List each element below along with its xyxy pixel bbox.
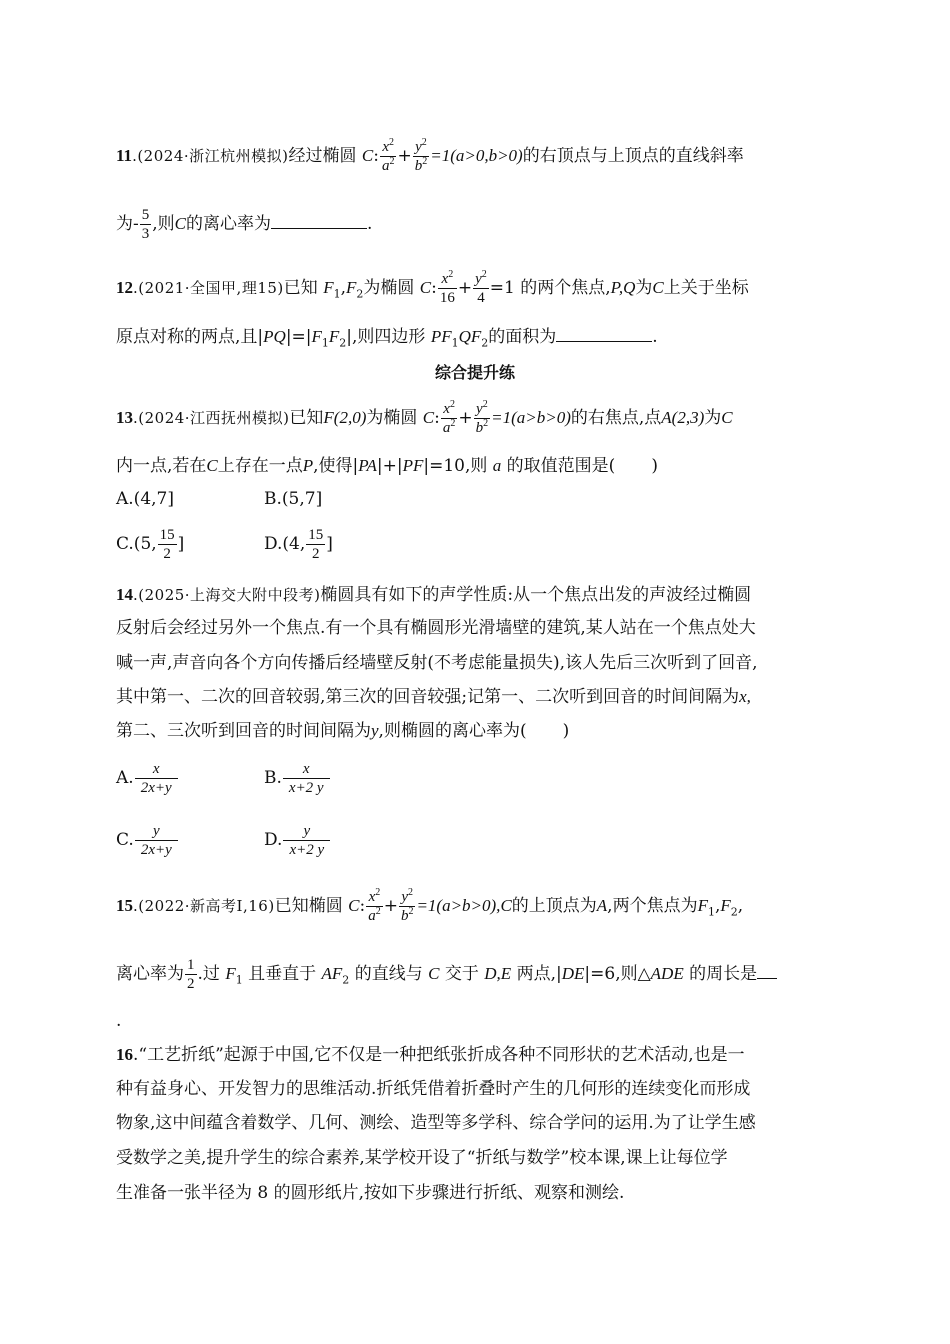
q11-number: 11 <box>116 146 133 165</box>
q14-number: 14 <box>116 585 133 604</box>
q16-line1: 16.“工艺折纸”起源于中国,它不仅是一种把纸张折成各种不同形状的艺术活动,也是一 <box>116 1045 745 1065</box>
q14-line2: 反射后会经过另外一个焦点.有一个具有椭圆形光滑墙壁的建筑,某人站在一个焦点处大 <box>116 618 756 638</box>
q14-line5: 第二、三次听到回音的时间间隔为y,则椭圆的离心率为( ) <box>116 721 570 741</box>
q13-option-a: A.(4,7] <box>116 489 174 509</box>
fraction: $\frac{x^2}{a^2}$ <box>381 137 395 174</box>
q14-line4: 其中第一、二次的回音较弱,第三次的回音较强;记第一、二次听到回音的时间间隔为x, <box>116 687 751 707</box>
q11-line2: 为- $\frac{5}{3}$ ,则C的离心率为 . <box>116 207 373 242</box>
fraction: $\frac{y^2}{4}$ <box>475 269 487 306</box>
q13-number: 13 <box>116 408 133 427</box>
answer-blank <box>556 325 652 342</box>
section-heading: 综合提升练 <box>434 363 515 382</box>
q15-line2: 离心率为 $\frac{1}{2}$ .过 $F_1$ 且垂直于 $AF_2$ 的直线与 C 交于 D,E 两点,|DE|=6,则△ADE 的周长是 <box>116 956 777 982</box>
fraction: $\frac{x^2}{a^2}$ <box>442 399 456 436</box>
q12-number: 12 <box>116 278 133 297</box>
q13-option-c: C.(5, $\frac{15}{2}$ ] <box>116 527 185 562</box>
q16-line3: 物象,这中间蕴含着数学、几何、测绘、造型等多学科、综合学问的运用.为了让学生感 <box>116 1113 756 1133</box>
q14-option-c: C. $\frac{y}{2x+y}$ <box>116 822 179 848</box>
q16-line2: 种有益身心、开发智力的思维活动.折纸凭借着折叠时产生的几何形的连续变化而形成 <box>116 1079 751 1099</box>
answer-blank <box>271 212 367 229</box>
fraction: $\frac{x^2}{a^2}$ <box>368 887 381 924</box>
q15-line3: . <box>116 1011 122 1031</box>
fraction: $\frac{y^2}{b^2}$ <box>400 887 414 924</box>
fraction: $\frac{y^2}{b^2}$ <box>475 399 489 436</box>
q14-option-b: B. $\frac{x}{x+2 y}$ <box>264 760 331 786</box>
fraction: $\frac{y^2}{b^2}$ <box>414 137 428 174</box>
q16-number: 16 <box>116 1045 133 1064</box>
q13-option-b: B.(5,7] <box>264 489 323 509</box>
q14-line3: 喊一声,声音向各个方向传播后经墙壁反射(不考虑能量损失),该人先后三次听到了回音, <box>116 653 758 673</box>
q15-number: 15 <box>116 896 133 915</box>
q11-source: .(2024·浙江杭州模拟) <box>132 147 289 165</box>
q15-source: .(2022·新高考Ⅰ,16) <box>133 897 275 915</box>
q13-line2: 内一点,若在C上存在一点P,使得|PA|+|PF|=10,则 a 的取值范围是( ) <box>116 456 658 476</box>
q16-line4: 受数学之美,提升学生的综合素养,某学校开设了“折纸与数学”校本课,课上让每位学 <box>116 1148 728 1168</box>
q13-source: .(2024·江西抚州模拟) <box>133 409 290 427</box>
q12-line1: 12.(2021·全国甲,理15)已知 $F_1,F_2$为椭圆 C: $\frac{x^2}{16}$ + $\frac{y^2}{4}$ =1 的两个焦点,P,Q为C上关于坐标 <box>116 269 749 306</box>
q16-line5: 生准备一张半径为 8 的圆形纸片,按如下步骤进行折纸、观察和测绘. <box>116 1183 625 1203</box>
q13-option-d: D.(4, $\frac{15}{2}$ ] <box>264 527 333 562</box>
fraction: $\frac{5}{3}$ <box>141 207 150 242</box>
q11-line1: 11.(2024·浙江杭州模拟)经过椭圆 C: $\frac{x^2}{a^2}$ + $\frac{y^2}{b^2}$ =1(a>0,b>0)的右顶点与上顶点的直线斜率 <box>116 137 744 174</box>
answer-blank <box>757 962 777 979</box>
q14-option-a: A. $\frac{x}{2x+y}$ <box>116 760 179 786</box>
q12-line2: 原点对称的两点,且$|PQ|=|F_1F_2|$,则四边形 $PF_1QF_2$的面积为 . <box>116 327 658 350</box>
q12-source: .(2021·全国甲,理15) <box>133 279 284 297</box>
q14-source: .(2025·上海交大附中段考) <box>133 586 321 604</box>
q14-line1: 14.(2025·上海交大附中段考)椭圆具有如下的声学性质:从一个焦点出发的声波经过椭圆 <box>116 585 752 605</box>
q13-line1: 13.(2024·江西抚州模拟)已知F(2,0)为椭圆 C: $\frac{x^2}{a^2}$ + $\frac{y^2}{b^2}$ =1(a>b>0)的右焦点,点A(2,3)为C <box>116 399 733 436</box>
fraction: $\frac{x^2}{16}$ <box>439 269 455 306</box>
q15-line1: 15.(2022·新高考Ⅰ,16)已知椭圆 C: $\frac{x^2}{a^2}$ + $\frac{y^2}{b^2}$ =1(a>b>0),C的上顶点为A,两个焦点为$F_1,F_2$, <box>116 887 744 924</box>
q14-option-d: D. $\frac{y}{x+2 y}$ <box>264 822 331 848</box>
